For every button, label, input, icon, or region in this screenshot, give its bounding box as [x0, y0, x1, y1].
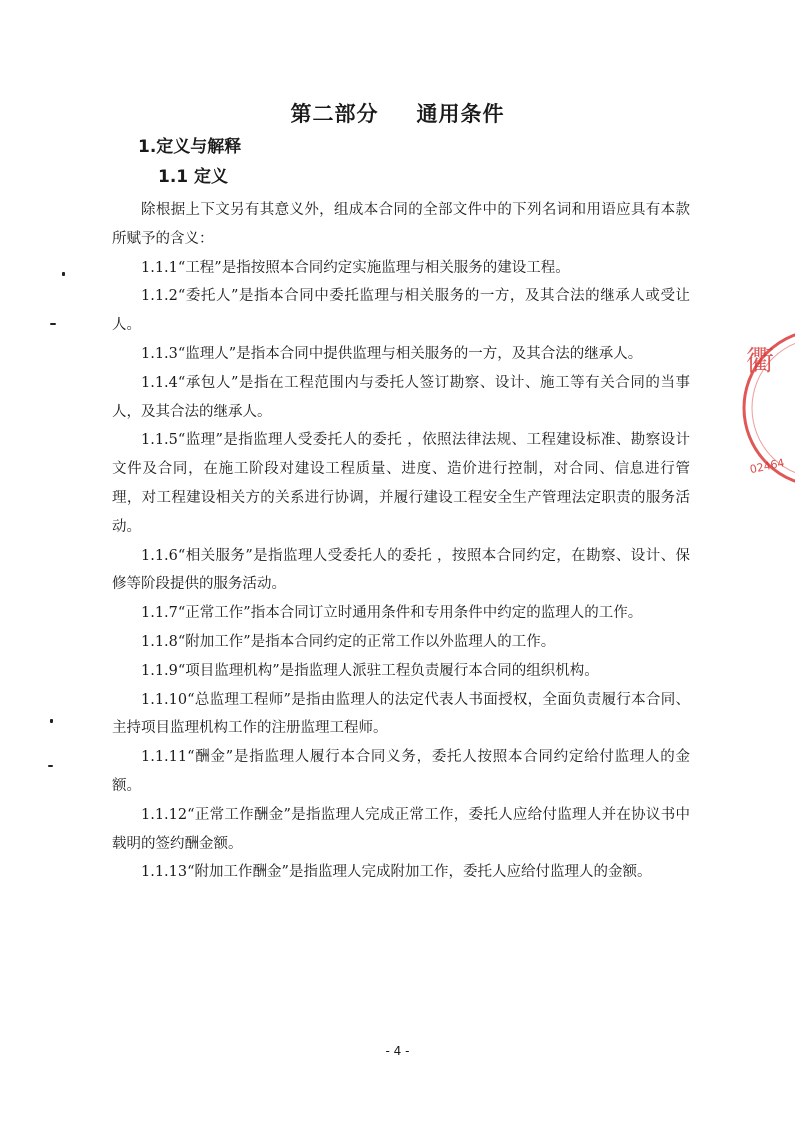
page-number: - 4 -: [385, 1044, 410, 1058]
scan-mark: [50, 719, 53, 723]
seal-stamp: [736, 318, 795, 498]
title-name: 通用条件: [416, 102, 505, 126]
definition-1-1-8: 1.1.8“附加工作”是指本合同约定的正常工作以外监理人的工作。: [141, 633, 556, 650]
definition-1-1-1: 1.1.1“工程”是指按照本合同约定实施监理与相关服务的建设工程。: [141, 259, 570, 276]
definition-1-1-3: 1.1.3“监理人”是指本合同中提供监理与相关服务的一方，及其合法的继承人。: [141, 345, 643, 362]
title-part: 第二部分: [290, 102, 379, 126]
page-title: [0, 98, 795, 128]
definition-1-1-9: 1.1.9“项目监理机构”是指监理人派驻工程负责履行本合同的组织机构。: [141, 662, 599, 679]
definitions-body: [112, 196, 690, 887]
seal-digits: 02464: [748, 456, 786, 477]
seal-graphic: [736, 318, 795, 498]
definition-1-1-4: 1.1.4“承包人”是指在工程范围内与委托人签订勘察、设计、施工等有关合同的当事人，及其合法的继承人。: [112, 374, 690, 420]
scan-mark: [48, 765, 53, 767]
seal-char: 衢: [746, 344, 775, 377]
definition-1-1-5: 1.1.5“监理”是指监理人受委托人的委托 ，依照法律法规、工程建设标准、勘察设计文件及合同，在施工阶段对建设工程质量、进度、造价进行控制，对合同、信息进行管理，对工程建设相关方的关系进行协调，并履行建设工程安全生产管理法定职责的服务活动。: [112, 432, 690, 535]
definition-1-1-2: 1.1.2“委托人”是指本合同中委托监理与相关服务的一方，及其合法的继承人或受让人。: [112, 288, 690, 334]
section-heading: 1.定义与解释: [138, 137, 242, 157]
paragraph-intro: 除根据上下文另有其意义外，组成本合同的全部文件中的下列名词和用语应具有本款所赋予的含义：: [112, 202, 690, 247]
scan-mark: [50, 323, 56, 325]
definition-1-1-7: 1.1.7“正常工作”指本合同订立时通用条件和专用条件中约定的监理人的工作。: [141, 605, 643, 622]
subsection-heading: 1.1 定义: [158, 167, 229, 187]
definition-1-1-13: 1.1.13“附加工作酬金”是指监理人完成附加工作，委托人应给付监理人的金额。: [141, 864, 652, 881]
definition-1-1-12: 1.1.12“正常工作酬金”是指监理人完成正常工作，委托人应给付监理人并在协议书中载明的签约酬金额。: [112, 806, 690, 852]
scan-mark: [62, 272, 65, 276]
definition-1-1-6: 1.1.6“相关服务”是指监理人受委托人的委托 ，按照本合同约定，在勘察、设计、保修等阶段提供的服务活动。: [112, 547, 690, 593]
definition-1-1-11: 1.1.11“酬金”是指监理人履行本合同义务，委托人按照本合同约定给付监理人的金额。: [112, 749, 690, 794]
definition-1-1-10: 1.1.10“总监理工程师”是指由监理人的法定代表人书面授权，全面负责履行本合同、主持项目监理机构工作的注册监理工程师。: [112, 691, 690, 737]
